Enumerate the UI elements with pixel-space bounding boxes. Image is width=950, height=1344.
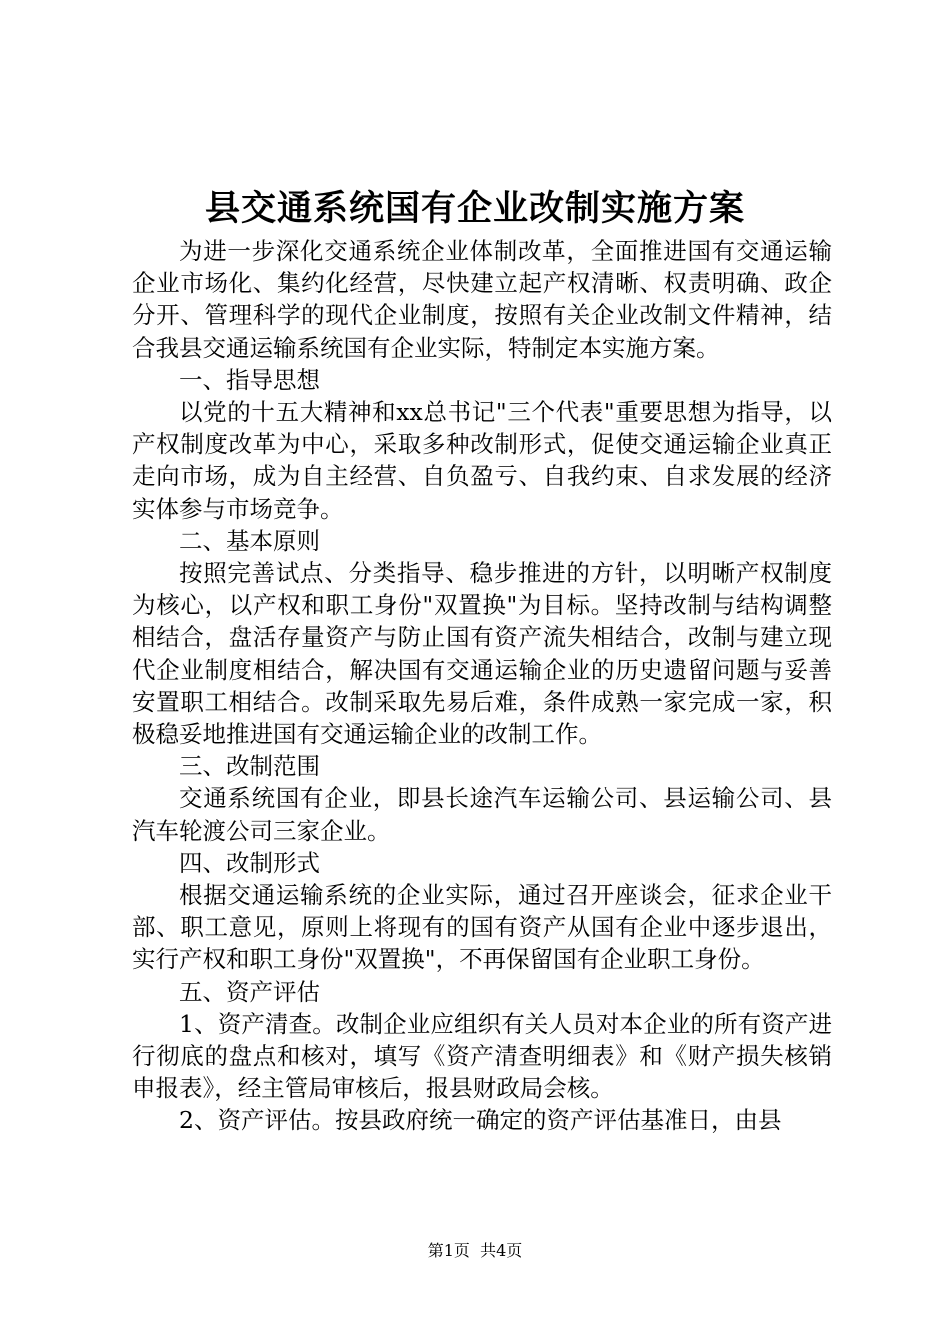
body-paragraph: 以党的十五大精神和xx总书记"三个代表"重要思想为指导，以产权制度改革为中心，采取多种改制形式，促使交通运输企业真正走向市场，成为自主经营、自负盈亏、自我约束、自求发展的经济实体参与市场竞争。 [132, 398, 832, 523]
footer-separator [470, 1241, 480, 1260]
page-number: 第1页 [427, 1241, 470, 1260]
section-heading: 五、资产评估 [179, 977, 320, 1006]
document-body [132, 235, 832, 1137]
page-footer [0, 1240, 950, 1262]
body-paragraph: 2、资产评估。按县政府统一确定的资产评估基准日，由县 [179, 1106, 782, 1135]
document-title: 县交通系统国有企业改制实施方案 [204, 188, 745, 229]
body-paragraph: 1、资产清查。改制企业应组织有关人员对本企业的所有资产进行彻底的盘点和核对，填写《资产清查明细表》和《财产损失核销申报表》，经主管局审核后，报县财政局会核。 [132, 1009, 832, 1103]
page-total: 共4页 [480, 1241, 523, 1260]
section-heading: 四、改制形式 [179, 848, 320, 877]
body-paragraph: 交通系统国有企业，即县长途汽车运输公司、县运输公司、县汽车轮渡公司三家企业。 [132, 784, 832, 845]
body-paragraph: 根据交通运输系统的企业实际，通过召开座谈会，征求企业干部、职工意见，原则上将现有的国有资产从国有企业中逐步退出，实行产权和职工身份"双置换"，不再保留国有企业职工身份。 [132, 881, 832, 974]
section-heading: 二、基本原则 [179, 526, 320, 555]
intro-paragraph: 为进一步深化交通系统企业体制改革，全面推进国有交通运输企业市场化、集约化经营，尽快建立起产权清晰、权责明确、政企分开、管理科学的现代企业制度，按照有关企业改制文件精神，结合我县交通运输系统国有企业实际，特制定本实施方案。 [132, 237, 832, 362]
section-heading: 一、指导思想 [179, 365, 320, 394]
section-heading: 三、改制范围 [179, 752, 320, 781]
body-paragraph: 按照完善试点、分类指导、稳步推进的方针，以明晰产权制度为核心，以产权和职工身份"双置换"为目标。坚持改制与结构调整相结合，盘活存量资产与防止国有资产流失相结合，改制与建立现代企业制度相结合，解决国有交通运输企业的历史遗留问题与妥善安置职工相结合。改制采取先易后难，条件成熟一家完成一家，积极稳妥地推进国有交通运输企业的改制工作。 [132, 559, 832, 749]
